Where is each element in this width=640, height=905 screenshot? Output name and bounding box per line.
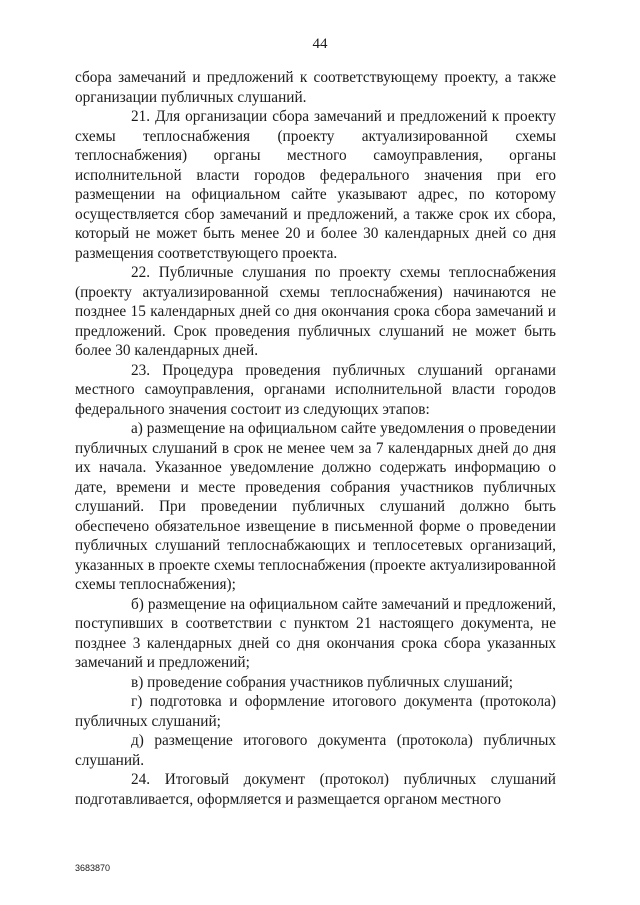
paragraph-23-d: д) размещение итогового документа (протокола) публичных слушаний. [75, 732, 556, 769]
document-code: 3683870 [75, 863, 111, 873]
paragraph-23-g: г) подготовка и оформление итогового документа (протокола) публичных слушаний; [75, 693, 556, 730]
paragraph-continuation: сбора замечаний и предложений к соответствующему проекту, а также организации публичных слушаний. [75, 69, 556, 106]
paragraph-21: 21. Для организации сбора замечаний и предложений к проекту схемы теплоснабжения (проекту актуализированной схемы теплоснабжения) органы местного самоуправления, органы исполнительной власти городов федерального значения при его размещении на официальном сайте указывают адрес, по которому осуществляется сбор замечаний и предложений, а также срок их сбора, который не может быть менее 20 и более 30 календарных дней со дня размещения соответствующего проекта. [75, 108, 556, 262]
paragraph-23: 23. Процедура проведения публичных слушаний органами местного самоуправления, органами исполнительной власти городов федерального значения состоит из следующих этапов: [75, 361, 556, 418]
document-body [75, 68, 556, 809]
paragraph-23-b: б) размещение на официальном сайте замечаний и предложений, поступивших в соответствии с пунктом 21 настоящего документа, не позднее 3 календарных дней со дня окончания срока сбора указанных замечаний и предложений; [75, 595, 556, 671]
paragraph-23-a: а) размещение на официальном сайте уведомления о проведении публичных слушаний в срок не менее чем за 7 календарных дней до дня их начала. Указанное уведомление должно содержать информацию о дате, времени и месте проведения собрания участников публичных слушаний. При проведении публичных слушаний должно быть обеспечено обязательное извещение в письменной форме о проведении публичных слушаний теплоснабжающих и теплосетевых организаций, указанных в проекте схемы теплоснабжения (проекте актуализированной схемы теплоснабжения); [75, 420, 556, 593]
paragraph-22: 22. Публичные слушания по проекту схемы теплоснабжения (проекту актуализированной схемы теплоснабжения) начинаются не позднее 15 календарных дней со дня окончания срока сбора замечаний и предложений. Срок проведения публичных слушаний не может быть более 30 календарных дней. [75, 264, 556, 359]
paragraph-24: 24. Итоговый документ (протокол) публичных слушаний подготавливается, оформляется и размещается органом местного [75, 771, 556, 808]
page-number: 44 [312, 36, 328, 52]
paragraph-23-v: в) проведение собрания участников публичных слушаний; [131, 673, 514, 691]
